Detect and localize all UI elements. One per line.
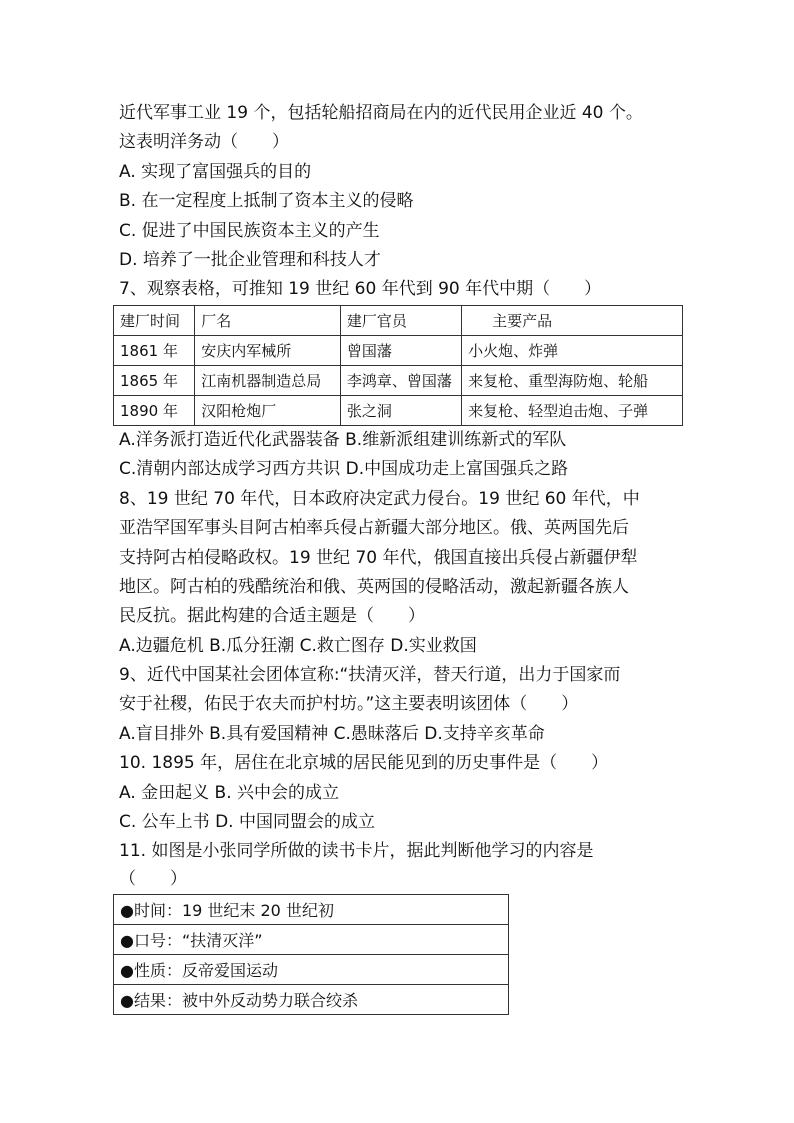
intro-option-a: A. 实现了富国强兵的目的 <box>119 162 312 182</box>
q7-options-2: C.清朝内部达成学习西方共识 D.中国成功走上富国强兵之路 <box>119 459 569 479</box>
card-item-nature: ●性质：反帝爱国运动 <box>114 955 509 985</box>
table-cell: 1861 年 <box>114 336 195 366</box>
table-cell: 江南机器制造总局 <box>195 366 341 396</box>
intro-line-2: 这表明洋务动（ ） <box>119 132 289 152</box>
table-cell: 来复枪、重型海防炮、轮船 <box>462 366 683 396</box>
table-row <box>114 366 683 396</box>
q11-stem-2: （ ） <box>119 869 187 889</box>
reading-card <box>113 894 509 1015</box>
card-item-slogan: ●口号：“扶清灭洋” <box>114 925 509 955</box>
header-cell: 厂名 <box>195 306 341 336</box>
card-row <box>114 985 509 1015</box>
table-cell: 李鸿章、曾国藩 <box>340 366 461 396</box>
card-item-result: ●结果：被中外反动势力联合绞杀 <box>114 985 509 1015</box>
table-cell: 1890 年 <box>114 396 195 426</box>
q10-stem: 10. 1895 年，居住在北京城的居民能见到的历史事件是（ ） <box>119 753 609 773</box>
q8-line-4: 地区。阿古柏的残酷统治和俄、英两国的侵略活动，激起新疆各族人 <box>119 577 629 597</box>
table-cell: 曾国藩 <box>340 336 461 366</box>
header-cell: 主要产品 <box>462 306 683 336</box>
table-header-row <box>114 306 683 336</box>
card-row <box>114 925 509 955</box>
table-cell: 汉阳枪炮厂 <box>195 396 341 426</box>
table-cell: 安庆内军械所 <box>195 336 341 366</box>
table-cell: 张之洞 <box>340 396 461 426</box>
card-row <box>114 955 509 985</box>
q8-options: A.边疆危机 B.瓜分狂潮 C.救亡图存 D.实业救国 <box>119 636 477 656</box>
q8-line-1: 8、19 世纪 70 年代，日本政府决定武力侵台。19 世纪 60 年代，中 <box>119 489 640 509</box>
q7-stem: 7、观察表格，可推知 19 世纪 60 年代到 90 年代中期（ ） <box>119 279 602 299</box>
intro-option-c: C. 促进了中国民族资本主义的产生 <box>119 221 380 241</box>
factory-table <box>113 305 683 426</box>
table-cell: 来复枪、轻型迫击炮、子弹 <box>462 396 683 426</box>
q9-line-2: 安于社稷，佑民于农夫而护村坊。”这主要表明该团体（ ） <box>119 694 579 714</box>
card-row <box>114 895 509 925</box>
intro-option-b: B. 在一定程度上抵制了资本主义的侵略 <box>119 191 414 211</box>
table-row <box>114 336 683 366</box>
card-item-time: ●时间：19 世纪末 20 世纪初 <box>114 895 509 925</box>
q11-stem-1: 11. 如图是小张同学所做的读书卡片，据此判断他学习的内容是 <box>119 841 594 861</box>
q9-line-1: 9、近代中国某社会团体宣称:“扶清灭洋，替天行道，出力于国家而 <box>119 665 621 685</box>
q8-line-3: 支持阿古柏侵略政权。19 世纪 70 年代，俄国直接出兵侵占新疆伊犁 <box>119 548 638 568</box>
header-cell: 建厂官员 <box>340 306 461 336</box>
table-cell: 1865 年 <box>114 366 195 396</box>
q7-options-1: A.洋务派打造近代化武器装备 B.维新派组建训练新式的军队 <box>119 430 567 450</box>
q8-line-5: 民反抗。据此构建的合适主题是（ ） <box>119 606 425 626</box>
intro-option-d: D. 培养了一批企业管理和科技人才 <box>119 250 381 270</box>
q10-options-1: A. 金田起义 B. 兴中会的成立 <box>119 783 340 803</box>
q9-options: A.盲目排外 B.具有爱国精神 C.愚昧落后 D.支持辛亥革命 <box>119 724 545 744</box>
table-row <box>114 396 683 426</box>
header-cell: 建厂时间 <box>114 306 195 336</box>
q8-line-2: 亚浩罕国军事头目阿古柏率兵侵占新疆大部分地区。俄、英两国先后 <box>119 518 629 538</box>
q10-options-2: C. 公车上书 D. 中国同盟会的成立 <box>119 812 375 832</box>
intro-line-1: 近代军事工业 19 个，包括轮船招商局在内的近代民用企业近 40 个。 <box>119 103 643 123</box>
table-cell: 小火炮、炸弹 <box>462 336 683 366</box>
